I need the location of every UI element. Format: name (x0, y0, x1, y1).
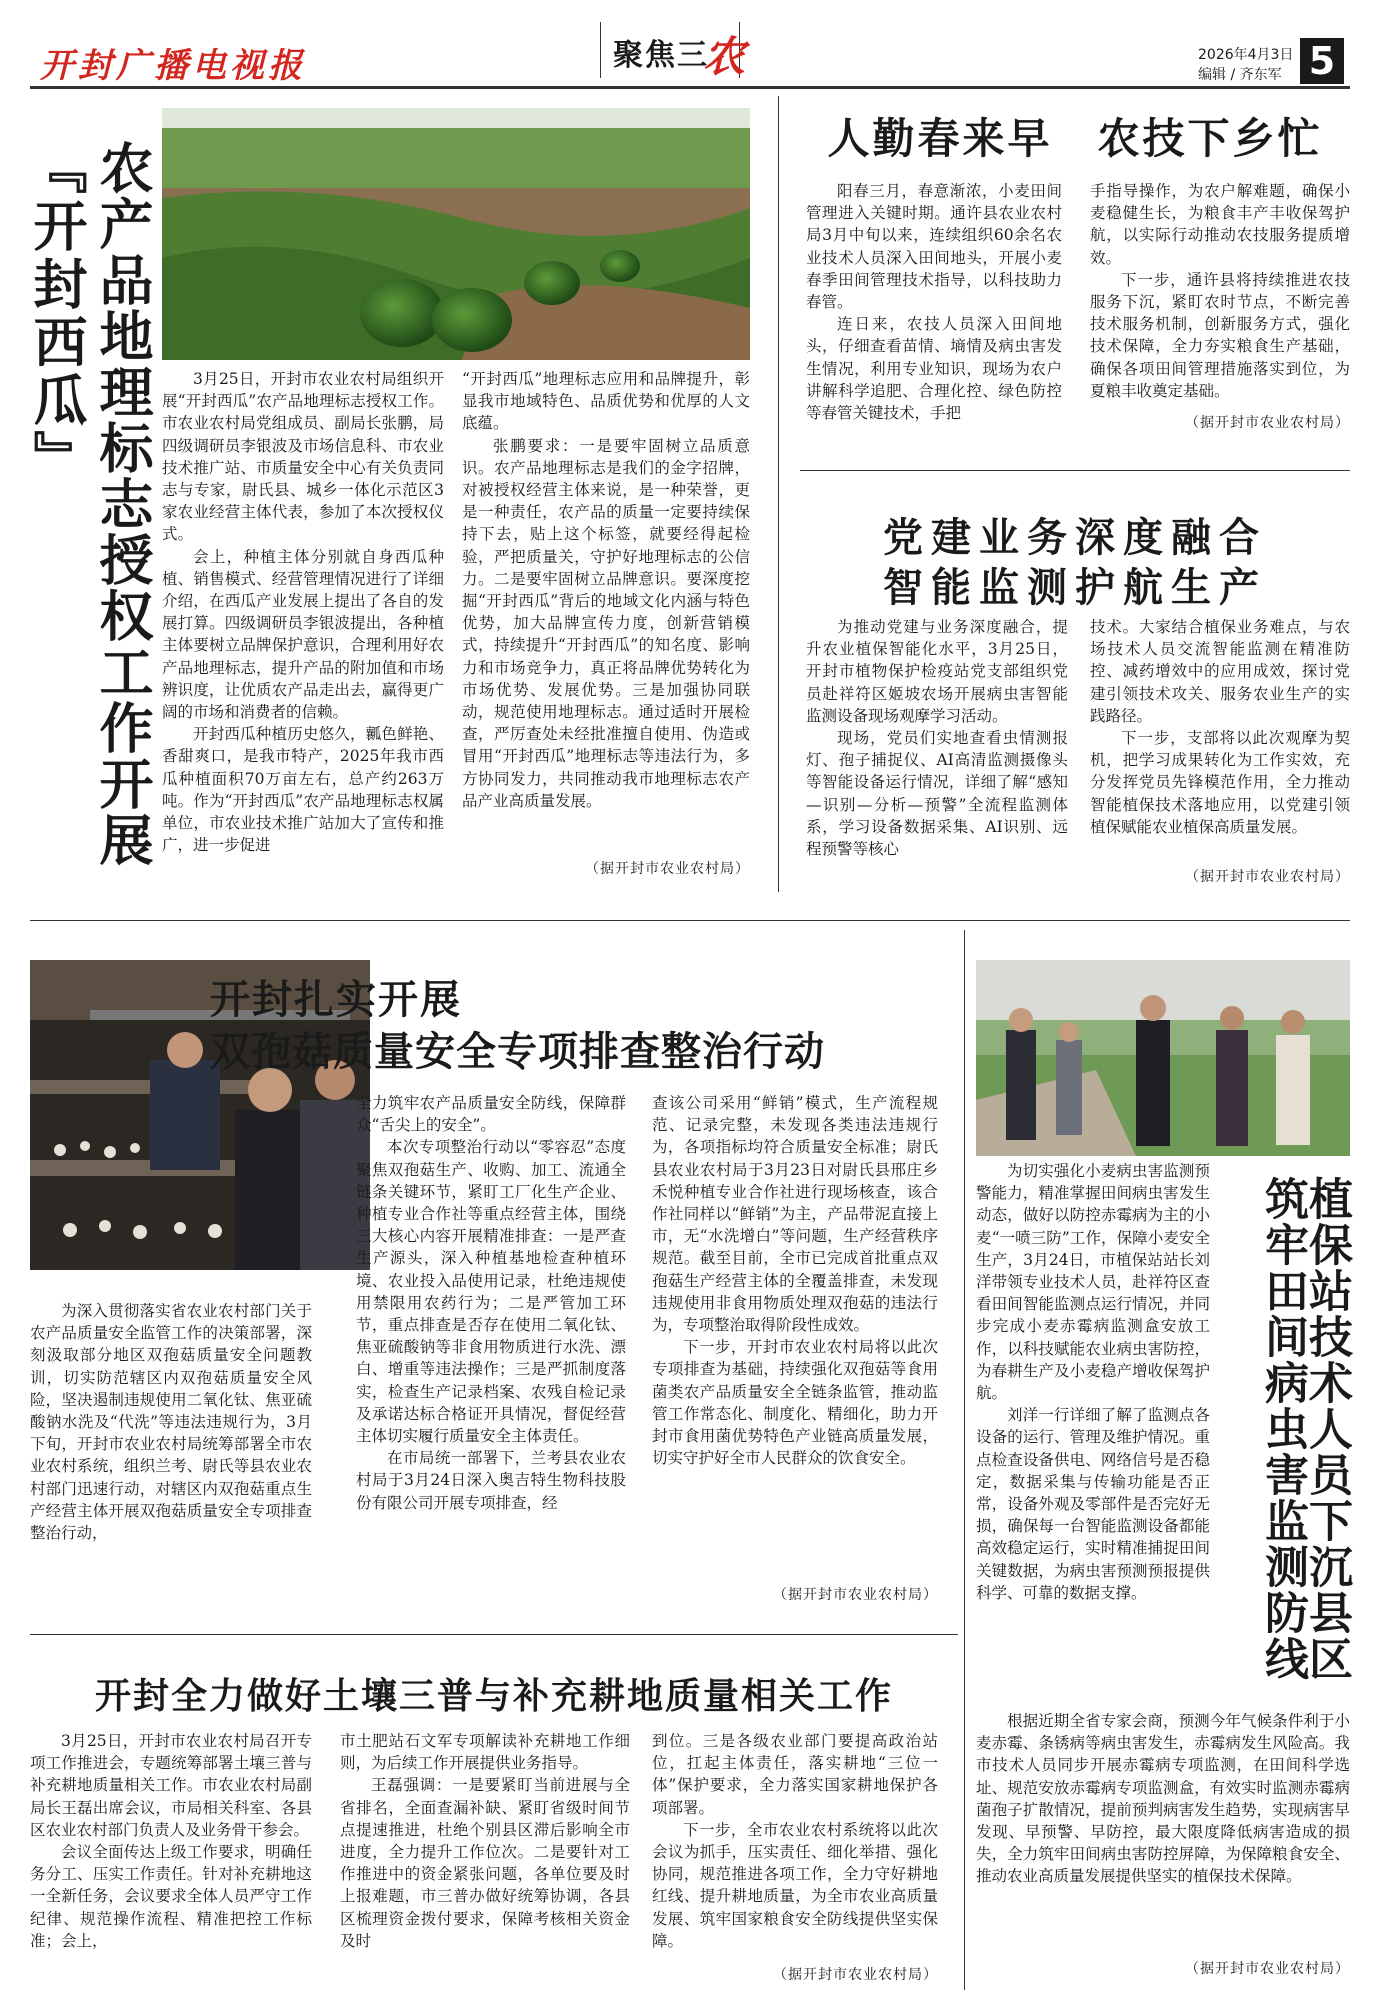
article1-source: （据开封市农业农村局） (585, 861, 750, 877)
article6-col2-p1: 市土肥站石文军专项解读补充耕地工作细则，为后续工作开展提供业务指导。 (340, 1732, 630, 1773)
article5-col1-p2: 刘洋一行详细了解了监测点各设备的运行、管理及维护情况。重点检查设备供电、网络信号是否稳定，数据采集与传输功能是否正常，设备外观及零部件是否完好无损，确保每一台智能监测设备都能高效稳定运行，实时精准捕捉田间关键数据，为病虫害预测预报提供科学、可靠的数据支撑。 (976, 1406, 1210, 1602)
article3-title-line1: 党建业务深度融合 (883, 514, 1267, 561)
article6-title: 开封全力做好土壤三普与补充耕地质量相关工作 (94, 1675, 893, 1717)
article1-col1-p1: 3月25日，开封市农业农村局组织开展“开封西瓜”农产品地理标志授权工作。市农业农村局党组成员、副局长张鹏，局四级调研员李银波及市场信息科、市农业技术推广站、市质量安全中心有关负责同志与专家，尉氏县、城乡一体化示范区3家农业经营主体代表，参加了本次授权仪式。 (162, 370, 444, 544)
article3-col1-p1: 为推动党建与业务深度融合，提升农业植保智能化水平，3月25日，开封市植物保护检疫站党支部组织党员赴祥符区姬坡农场开展病虫害智能监测设备现场观摩学习活动。 (806, 618, 1068, 725)
article3-col2-p1: 技术。大家结合植保业务难点，与农场技术人员交流智能监测在精准防控、减药增效中的应用成效，探讨党建引领技术攻关、服务农业生产的实践路径。 (1090, 618, 1350, 725)
article3-source: （据开封市农业农村局） (1185, 869, 1350, 885)
article2-col2-p2: 下一步，通许县将持续推进农技服务下沉，紧盯农时节点，不断完善技术服务机制，创新服务方式，强化技术保障，全力夯实粮食生产基础，确保各项田间管理措施落实到位，为夏粮丰收奠定基础。 (1090, 270, 1350, 400)
article3-col1 (806, 616, 1068, 860)
article4-col3-p2: 下一步，开封市农业农村局将以此次专项排查为基础，持续强化双孢菇等食用菌类农产品质量安全全链条监管，推动监管工作常态化、制度化、精细化，助力开封市食用菌优势特色产业链高质量发展，切实守护好全市人民群众的饮食安全。 (652, 1338, 938, 1468)
section-title: 聚焦三 (613, 38, 709, 73)
section-char: 农 (703, 32, 746, 81)
article1-col1 (162, 368, 444, 868)
article1-title: 农产品地理标志授权工作开展 (91, 140, 155, 868)
article6-col1 (30, 1730, 312, 1952)
article2-source: （据开封市农业农村局） (1185, 415, 1350, 431)
article3-col2 (1090, 616, 1350, 838)
article1-title-quoted: 『开封西瓜』 (25, 140, 89, 488)
article6-col1-p2: 会议全面传达上级工作要求，明确任务分工、压实工作责任。针对补充耕地这一全新任务，会议要求全体人员严守工作纪律、规范操作流程、精准把控工作标准；会上， (30, 1843, 312, 1950)
article4-col2-p3: 在市局统一部署下，兰考县农业农村局于3月24日深入奥吉特生物科技股份有限公司开展专项排查，经 (356, 1449, 626, 1512)
article4-col3 (652, 1092, 938, 1469)
article3-title-line2: 智能监测护航生产 (883, 564, 1267, 611)
page-number: 5 (1300, 38, 1344, 84)
page-editor: 编辑 / 齐东军 (1198, 67, 1282, 83)
rule-mid (30, 920, 1350, 921)
article2-col1 (806, 180, 1062, 424)
article1-col2-p1: “开封西瓜”地理标志应用和品牌提升，彰显我市地域特色、品质优势和优厚的人文底蕴。 (462, 370, 750, 433)
article5-col2 (976, 1710, 1350, 1888)
article3-col1-p2: 现场，党员们实地查看虫情测报灯、孢子捕捉仪、AI高清监测摄像头等智能设备运行情况，详细了解“感知—识别—分析—预警”全流程监测体系，学习设备数据采集、AI识别、远程预警等核心 (806, 729, 1068, 859)
column-rule-top (778, 96, 779, 892)
article5-col1-p1: 为切实强化小麦病虫害监测预警能力，精准掌握田间病虫害发生动态，做好以防控赤霉病为主的小麦“一喷三防”工作，保障小麦安全生产，3月24日，市植保站站长刘洋带领专业技术人员，赴祥符区查看田间智能监测点运行情况，并同步完成小麦赤霉病监测盒安放工作，以科技赋能农业病虫害防控，为春耕生产及小麦稳产增收保驾护航。 (976, 1162, 1210, 1403)
article5-title: 植保站技术人员下沉县区筑牢田间病虫害监测防线 (1257, 1176, 1352, 1682)
rule-article4 (30, 1634, 958, 1635)
masthead-logo: 开封广播电视报 (40, 46, 306, 86)
article4-title-line1: 开封扎实开展 (210, 976, 462, 1023)
article4-col2-p1: 全力筑牢农产品质量安全防线，保障群众“舌尖上的安全”。 (356, 1094, 626, 1135)
article4-col1 (30, 1300, 312, 1544)
article5-col2-p1: 根据近期全省专家会商，预测今年气候条件利于小麦赤霉、条锈病等病虫害发生，赤霉病发生风险高。我市技术人员同步开展赤霉病专项监测，在田间科学选址、规范安放赤霉病专项监测盒，有效实时监测赤霉病菌孢子扩散情况，提前预判病害发生趋势，实现病害早发现、早预警、早防控，最大限度降低病害造成的损失，全力筑牢田间病虫害防控屏障，为保障粮食安全、推动农业高质量发展提供坚实的植保技术保障。 (976, 1712, 1350, 1886)
article4-title-line2: 双孢菇质量安全专项排查整治行动 (210, 1028, 825, 1075)
article6-col3-p1: 到位。三是各级农业部门要提高政治站位，扛起主体责任，落实耕地“三位一体”保护要求，全力落实国家耕地保护各项部署。 (652, 1732, 938, 1817)
article2-col2 (1090, 180, 1350, 402)
article3-col2-p2: 下一步，支部将以此次观摩为契机，把学习成果转化为工作实效，充分发挥党员先锋模范作用，全力推动智能植保技术落地应用，以党建引领植保赋能农业植保高质量发展。 (1090, 729, 1350, 836)
field-inspection-photo (976, 960, 1350, 1156)
article4-col2-p2: 本次专项整治行动以“零容忍”态度聚焦双孢菇生产、收购、加工、流通全链条关键环节，紧盯工厂化生产企业、种植专业合作社等重点经营主体，围绕三大核心内容开展精准排查：一是严查生产源头，深入种植基地检查种植环境、农业投入品使用记录，杜绝违规使用禁限用农药行为；二是严管加工环节，重点排查是否存在使用二氧化钛、焦亚硫酸钠等非食用物质进行水洗、漂白、增重等违法操作；三是严抓制度落实，检查生产记录档案、农残自检记录及承诺达标合格证开具情况，督促经营主体切实履行质量安全主体责任。 (356, 1138, 626, 1446)
article2-title: 人勤春来早 农技下乡忙 (827, 114, 1323, 163)
article1-col1-p2: 会上，种植主体分别就自身西瓜种植、销售模式、经营管理情况进行了详细介绍，在西瓜产业发展上提出了各自的发展打算。四级调研员李银波提出，各种植主体要树立品牌保护意识，合理利用好农产品地理标志，提升产品的附加值和市场辨识度，让优质农产品走出去，赢得更广阔的市场和消费者的信赖。 (162, 547, 444, 722)
header-rule (30, 86, 1350, 89)
article4-col1-p1: 为深入贯彻落实省农业农村部门关于农产品质量安全监管工作的决策部署，深刻汲取部分地区双孢菇质量安全问题教训，切实防范辖区内双孢菇质量安全风险，坚决遏制违规使用二氧化钛、焦亚硫酸钠水洗及“代洗”等违法违规行为，3月下旬，开封市农业农村局统筹部署全市农业农村系统，组织兰考、尉氏等县农业农村部门迅速行动，对辖区内双孢菇重点生产经营主体开展双孢菇质量安全专项排查整治行动， (30, 1302, 312, 1543)
article5-col1 (976, 1160, 1210, 1604)
article6-col2 (340, 1730, 630, 1952)
article6-col3 (652, 1730, 938, 1952)
issue-date: 2026年4月3日 (1198, 47, 1294, 63)
article2-col1-p2: 连日来，农技人员深入田间地头，仔细查看苗情、墒情及病虫害发生情况，利用专业知识，现场为农户讲解科学追肥、合理化控、绿色防控等春管关键技术，手把 (806, 315, 1062, 423)
rule-article2 (800, 470, 1350, 471)
article6-source: （据开封市农业农村局） (773, 1967, 938, 1983)
article1-col1-p3: 开封西瓜种植历史悠久，瓤色鲜艳、香甜爽口，是我市特产，2025年我市西瓜种植面积70万亩左右，总产约263万吨。作为“开封西瓜”农产品地理标志权属单位，市农业技术推广站加大了宣传和推广，进一步促进 (162, 725, 444, 855)
article4-col2 (356, 1092, 626, 1514)
article1-col2-p2: 张鹏要求：一是要牢固树立品质意识。农产品地理标志是我们的金字招牌，对被授权经营主体来说，是一种荣誉，更是一种责任，农产品的质量一定要持续保持下去，贴上这个标签，就要经得起检验，严把质量关，守护好地理标志的公信力。二是要牢固树立品牌意识。要深度挖掘“开封西瓜”背后的地域文化内涵与特色优势，加大品牌宣传力度，创新营销模式，持续提升“开封西瓜”的知名度、影响力和市场竞争力，真正将品牌优势转化为市场优势、发展优势。三是加强协同联动，规范使用地理标志。通过适时开展检查，严厉查处未经批准擅自使用、伪造或冒用“开封西瓜”地理标志等违法行为，多方协同发力，共同推动我市地理标志农产品产业高质量发展。 (462, 436, 750, 810)
article6-col1-p1: 3月25日，开封市农业农村局召开专项工作推进会，专题统筹部署土壤三普与补充耕地质量相关工作。市农业农村局副局长王磊出席会议，市局相关科室、各县区农业农村部门负责人及业务骨干参会。 (30, 1732, 312, 1839)
article5-source: （据开封市农业农村局） (1185, 1961, 1350, 1977)
article4-source: （据开封市农业农村局） (773, 1587, 938, 1603)
article6-col3-p2: 下一步，全市农业农村系统将以此次会议为抓手，压实责任、细化举措、强化协同，规范推进各项工作，全力守好耕地红线、提升耕地质量，为全市农业高质量发展、筑牢国家粮食安全防线提供坚实保障。 (652, 1820, 938, 1950)
watermelon-field-photo (162, 108, 750, 360)
article4-col3-p1: 查该公司采用“鲜销”模式，生产流程规范、记录完整，未发现各类违法违规行为，各项指标均符合质量安全标准；尉氏县农业农村局于3月23日对尉氏县邢庄乡禾悦种植专业合作社进行现场核查，该合作社同样以“鲜销”为主，产品带泥直接上市，无“水洗增白”等问题，生产经营秩序规范。截至目前，全市已完成首批重点双孢菇生产经营主体的全覆盖排查，未发现违规使用非食用物质处理双孢菇的违法行为，专项整治取得阶段性成效。 (652, 1094, 938, 1335)
section-label (600, 22, 746, 81)
article2-col1-p1: 阳春三月，春意渐浓，小麦田间管理进入关键时期。通许县农业农村局3月中旬以来，连续组织60余名农业技术人员深入田间地头，开展小麦春季田间管理技术指导，以科技助力春管。 (806, 182, 1062, 312)
article1-col2 (462, 368, 750, 848)
article2-col2-p1: 手指导操作，为农户解难题，确保小麦稳健生长，为粮食丰产丰收保驾护航，以实际行动推动农技服务提质增效。 (1090, 182, 1350, 267)
column-rule-bottom (964, 930, 965, 1990)
article6-col2-p2: 王磊强调：一是要紧盯当前进展与全省排名，全面查漏补缺、紧盯省级时间节点提速推进，杜绝个别县区滞后影响全市进度，全力提升工作位次。二是要针对工作推进中的资金紧张问题，各单位要及时上报难题，市三普办做好统筹协调，各县区梳理资金拨付要求，保障考核相关资金及时 (340, 1776, 630, 1950)
